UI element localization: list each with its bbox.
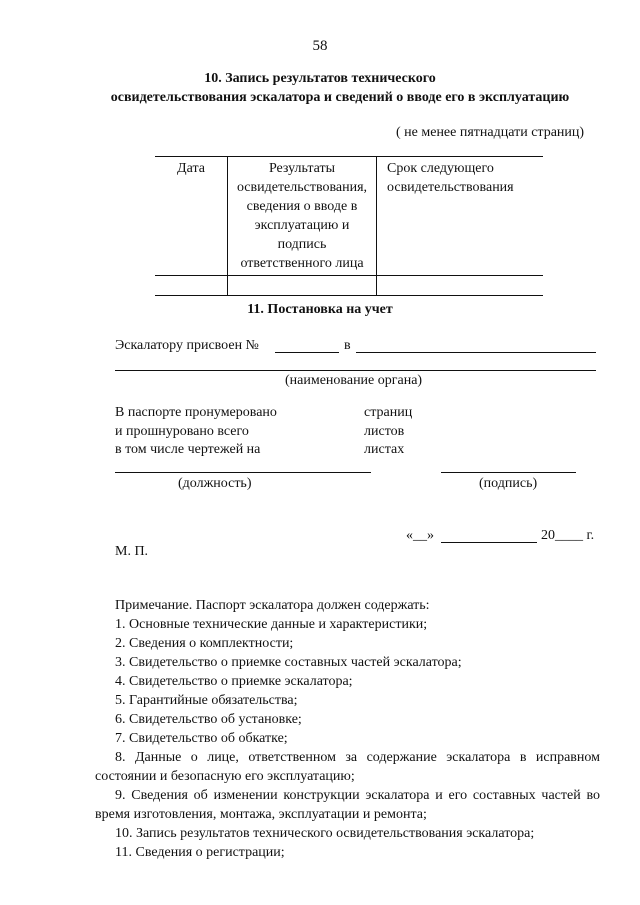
- list-item: 11. Сведения о регистрации;: [115, 845, 285, 860]
- authority-field-continued[interactable]: [115, 370, 596, 371]
- authority-caption: (наименование органа): [285, 373, 423, 388]
- header-date: Дата: [177, 161, 205, 176]
- header-next-inspection: Срок следующего освидетельствования: [377, 157, 544, 276]
- list-item: 7. Свидетельство об обкатке;: [115, 731, 288, 746]
- list-item: 8. Данные о лице, ответственном за содержание эскалатора в исправном состоянии и безопасную его эксплуатацию;: [95, 750, 600, 784]
- list-item: 4. Свидетельство о приемке эскалатора;: [115, 674, 353, 689]
- table-cell[interactable]: [377, 276, 544, 296]
- list-item: 3. Свидетельство о приемке составных частей эскалатора;: [115, 655, 462, 670]
- list-item: 1. Основные технические данные и характеристики;: [115, 617, 428, 632]
- header-results: Результаты освидетельствования, сведения о вводе в эксплуатацию и подпись ответственного лица: [228, 157, 377, 276]
- list-item: 5. Гарантийные обязательства;: [115, 693, 298, 708]
- page-number: 58: [312, 38, 328, 54]
- note-heading: Примечание. Паспорт эскалатора должен содержать:: [115, 598, 430, 613]
- list-item: 2. Сведения о комплектности;: [115, 636, 294, 651]
- table-cell[interactable]: [155, 276, 228, 296]
- list-item: 9. Сведения об изменении конструкции эскалатора и его составных частей во время изготовления, монтажа, эксплуатации и ремонта;: [95, 788, 600, 822]
- position-field[interactable]: [115, 472, 371, 473]
- registration-number-field[interactable]: [275, 352, 339, 353]
- list-item: 10. Запись результатов технического освидетельствования эскалатора;: [115, 826, 535, 841]
- section-10-title-line2: освидетельствования эскалатора и сведений о вводе его в эксплуатацию: [110, 90, 570, 105]
- passport-line-right: страниц: [364, 405, 413, 420]
- passport-line-right: листах: [364, 442, 405, 457]
- table-cell[interactable]: [228, 276, 377, 296]
- authority-field[interactable]: [356, 352, 596, 353]
- date-day: «__»: [406, 528, 434, 543]
- assigned-label: Эскалатору присвоен №: [115, 338, 259, 353]
- section-11-title: 11. Постановка на учет: [247, 302, 393, 317]
- passport-line-left: В паспорте пронумеровано: [115, 405, 277, 420]
- signature-caption: (подпись): [479, 476, 538, 491]
- note-section: [95, 596, 600, 862]
- passport-line-right: листов: [364, 424, 405, 439]
- stamp-label: М. П.: [115, 544, 149, 559]
- signature-field[interactable]: [441, 472, 576, 473]
- date-month-field[interactable]: [441, 542, 537, 543]
- section-10-title-line1: 10. Запись результатов технического: [204, 71, 436, 86]
- list-item: 6. Свидетельство об установке;: [115, 712, 302, 727]
- assigned-in-label: в: [344, 338, 351, 353]
- passport-line-left: в том числе чертежей на: [115, 442, 261, 457]
- table-row: [155, 276, 543, 296]
- inspection-record-table: [155, 157, 543, 296]
- passport-line-left: и прошнуровано всего: [115, 424, 249, 439]
- date-year: 20____ г.: [541, 528, 595, 543]
- pages-note: ( не менее пятнадцати страниц): [396, 125, 585, 140]
- position-caption: (должность): [178, 476, 252, 491]
